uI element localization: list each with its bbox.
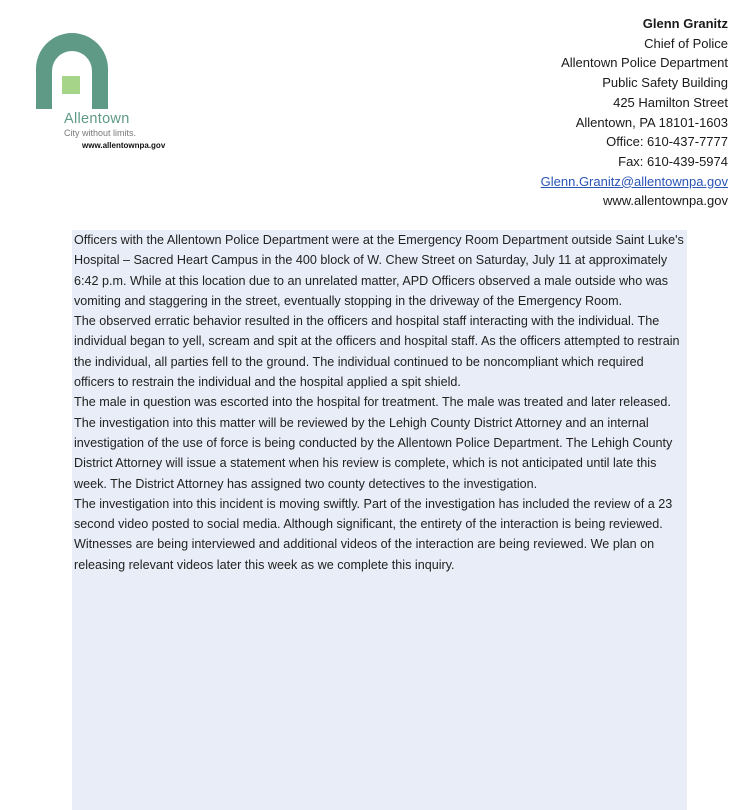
body-paragraph: Officers with the Allentown Police Department were at the Emergency Room Department outside Saint Luke's Hospital – Sacred Heart Campus in the 400 block of W. Chew Street on Saturday, July 11 at approximately 6:42 p.m. While at this location due to an unrelated matter, APD Officers observed a male outside who was vomiting and staggering in the street, eventually stopping in the driveway of the Emergency Room. [74, 233, 684, 308]
logo-url[interactable]: www.allentownpa.gov [82, 141, 166, 150]
allentown-arch-icon [36, 33, 110, 109]
contact-email-link[interactable]: Glenn.Granitz@allentownpa.gov [540, 173, 728, 189]
allentown-logo [36, 33, 186, 150]
body-paragraph: The observed erratic behavior resulted in the officers and hospital staff interacting with the individual. The individual began to yell, scream and spit at the officers and hospital staff. As the officers attempted to restrain the individual, all parties fell to the ground. The individual continued to be noncompliant which required officers to restrain the individual and the hospital applied a spit shield. [74, 314, 680, 390]
contact-office-phone: Office: 610-437-7777 [606, 134, 728, 150]
statement-body [72, 230, 687, 810]
contact-street: 425 Hamilton Street [613, 94, 728, 110]
contact-website[interactable]: www.allentownpa.gov [602, 193, 728, 209]
body-paragraph: The investigation into this incident is moving swiftly. Part of the investigation has included the review of a 23 second video posted to social media. Although significant, the entirety of the interaction is being reviewed. Witnesses are being interviewed and additional videos of the interaction are being reviewed. We plan on releasing relevant videos later this week as we complete this inquiry. [74, 496, 673, 572]
contact-block [541, 14, 728, 211]
contact-department: Allentown Police Department [561, 55, 728, 71]
contact-fax: Fax: 610-439-5974 [618, 153, 728, 169]
body-paragraph: The investigation into this matter will be reviewed by the Lehigh County District Attorney and an internal investigation of the use of force is being conducted by the Allentown Police Department. The Lehigh County District Attorney will issue a statement when his review is complete, which is not anticipated until late this week. The District Attorney has assigned two county detectives to the investigation. [74, 415, 673, 491]
logo-tagline: City without limits. [64, 128, 137, 138]
body-paragraph: The male in question was escorted into the hospital for treatment. The male was treated and later released. [74, 395, 671, 410]
contact-city: Allentown, PA 18101-1603 [575, 114, 728, 130]
contact-title: Chief of Police [644, 35, 728, 51]
contact-building: Public Safety Building [602, 75, 728, 91]
contact-name: Glenn Granitz [642, 16, 728, 31]
logo-name: Allentown [64, 111, 130, 127]
